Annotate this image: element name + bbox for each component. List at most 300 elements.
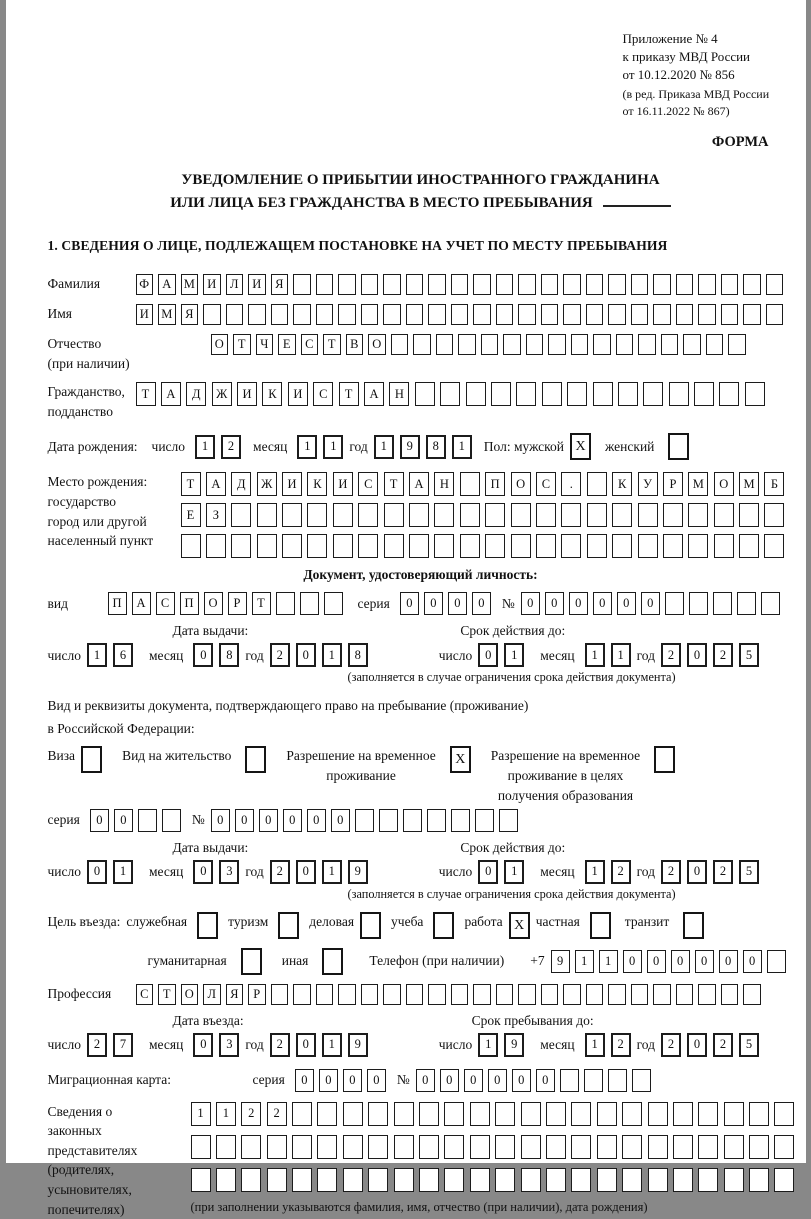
cell[interactable] [593, 334, 611, 355]
cell[interactable] [597, 1135, 617, 1159]
cell[interactable]: 2 [713, 643, 733, 667]
cell[interactable]: 1 [113, 860, 133, 884]
cell[interactable] [587, 472, 607, 496]
cell[interactable] [338, 984, 356, 1005]
cell[interactable] [307, 534, 327, 558]
resid-valid-month[interactable] [585, 860, 637, 884]
cell[interactable]: В [346, 334, 364, 355]
name-input[interactable] [136, 304, 789, 325]
cell[interactable] [406, 984, 424, 1005]
cell[interactable] [415, 382, 435, 406]
cell[interactable] [648, 1135, 668, 1159]
cell[interactable] [379, 809, 398, 832]
cell[interactable] [406, 274, 424, 295]
cell[interactable]: О [511, 472, 531, 496]
cell[interactable] [394, 1168, 414, 1192]
cell[interactable] [206, 534, 226, 558]
cell[interactable] [444, 1168, 464, 1192]
cell[interactable] [282, 503, 302, 527]
cell[interactable] [638, 534, 658, 558]
cell[interactable] [608, 984, 626, 1005]
resid-issue-month[interactable] [193, 860, 245, 884]
cell[interactable] [593, 382, 613, 406]
cell[interactable] [451, 809, 470, 832]
cell[interactable] [689, 592, 708, 615]
cell[interactable] [749, 1102, 769, 1126]
sex-male-checkbox[interactable]: X [570, 433, 591, 460]
cell[interactable] [631, 984, 649, 1005]
cell[interactable]: 0 [331, 809, 350, 832]
cell[interactable] [638, 503, 658, 527]
cell[interactable] [521, 1168, 541, 1192]
cell[interactable] [191, 1168, 211, 1192]
cell[interactable]: 1 [585, 643, 605, 667]
cell[interactable]: 0 [521, 592, 540, 615]
cell[interactable]: 1 [575, 950, 594, 973]
cell[interactable] [721, 304, 739, 325]
cell[interactable]: 2 [270, 860, 290, 884]
cell[interactable]: Т [181, 472, 201, 496]
cell[interactable] [688, 534, 708, 558]
cell[interactable] [560, 1069, 579, 1092]
cell[interactable]: Т [233, 334, 251, 355]
cell[interactable] [383, 304, 401, 325]
cell[interactable] [499, 809, 518, 832]
cell[interactable] [383, 274, 401, 295]
cell[interactable] [470, 1102, 490, 1126]
purpose-other-checkbox[interactable] [322, 948, 343, 975]
cell[interactable]: 1 [478, 1033, 498, 1057]
cell[interactable]: Р [663, 472, 683, 496]
cell[interactable]: Т [252, 592, 271, 615]
cell[interactable]: 1 [216, 1102, 236, 1126]
birthplace-line-3[interactable] [181, 534, 790, 558]
cell[interactable] [584, 1069, 603, 1092]
purpose-business-checkbox[interactable] [360, 912, 381, 939]
resid-valid-day[interactable] [478, 860, 530, 884]
surname-input[interactable] [136, 274, 789, 295]
cell[interactable]: Я [226, 984, 244, 1005]
cell[interactable] [368, 1102, 388, 1126]
cell[interactable]: 2 [611, 1033, 631, 1057]
cell[interactable]: М [158, 304, 176, 325]
cell[interactable] [276, 592, 295, 615]
cell[interactable]: Л [203, 984, 221, 1005]
cell[interactable]: 1 [322, 860, 342, 884]
cell[interactable] [470, 1135, 490, 1159]
cell[interactable] [444, 1135, 464, 1159]
cell[interactable]: З [206, 503, 226, 527]
cell[interactable] [653, 984, 671, 1005]
cell[interactable] [774, 1168, 794, 1192]
cell[interactable]: Р [228, 592, 247, 615]
cell[interactable] [622, 1168, 642, 1192]
birthplace-line-1[interactable] [181, 472, 790, 496]
cell[interactable] [721, 274, 739, 295]
cell[interactable] [688, 503, 708, 527]
cell[interactable] [612, 503, 632, 527]
cell[interactable] [316, 984, 334, 1005]
cell[interactable] [761, 592, 780, 615]
cell[interactable] [358, 534, 378, 558]
cell[interactable] [571, 1102, 591, 1126]
cell[interactable] [403, 809, 422, 832]
cell[interactable]: 2 [661, 860, 681, 884]
birthplace-line-2[interactable] [181, 503, 790, 527]
purpose-humanitarian-checkbox[interactable] [241, 948, 262, 975]
cell[interactable]: 0 [90, 809, 109, 832]
resid-issue-year[interactable] [270, 860, 374, 884]
cell[interactable]: 0 [472, 592, 491, 615]
cell[interactable]: 7 [113, 1033, 133, 1057]
cell[interactable] [749, 1135, 769, 1159]
sex-female-checkbox[interactable] [668, 433, 689, 460]
cell[interactable] [466, 382, 486, 406]
cell[interactable] [241, 1168, 261, 1192]
cell[interactable] [571, 1168, 591, 1192]
cell[interactable] [632, 1069, 651, 1092]
passport-valid-month[interactable] [585, 643, 637, 667]
cell[interactable] [257, 534, 277, 558]
cell[interactable]: 0 [400, 592, 419, 615]
cell[interactable]: 0 [623, 950, 642, 973]
cell[interactable]: 9 [400, 435, 420, 459]
cell[interactable] [419, 1102, 439, 1126]
cell[interactable] [316, 274, 334, 295]
cell[interactable] [561, 503, 581, 527]
cell[interactable] [706, 334, 724, 355]
cell[interactable]: О [181, 984, 199, 1005]
cell[interactable]: А [409, 472, 429, 496]
cell[interactable]: 1 [323, 435, 343, 459]
cell[interactable] [162, 809, 181, 832]
cell[interactable] [518, 274, 536, 295]
cell[interactable] [473, 274, 491, 295]
cell[interactable]: 0 [464, 1069, 483, 1092]
cell[interactable]: Е [278, 334, 296, 355]
cell[interactable] [648, 1168, 668, 1192]
cell[interactable] [676, 304, 694, 325]
cell[interactable]: 8 [348, 643, 368, 667]
cell[interactable]: 9 [504, 1033, 524, 1057]
passport-seriya-input[interactable] [400, 592, 496, 615]
cell[interactable] [300, 592, 319, 615]
cell[interactable] [138, 809, 157, 832]
cell[interactable]: 2 [713, 1033, 733, 1057]
cell[interactable]: 0 [687, 1033, 707, 1057]
cell[interactable] [521, 1102, 541, 1126]
cell[interactable] [495, 1168, 515, 1192]
cell[interactable]: И [282, 472, 302, 496]
cell[interactable]: Т [384, 472, 404, 496]
cell[interactable]: 0 [695, 950, 714, 973]
cell[interactable] [271, 304, 289, 325]
cell[interactable] [503, 334, 521, 355]
cell[interactable] [608, 274, 626, 295]
cell[interactable] [434, 534, 454, 558]
cell[interactable] [724, 1102, 744, 1126]
cell[interactable] [526, 334, 544, 355]
cell[interactable] [743, 304, 761, 325]
cell[interactable] [368, 1135, 388, 1159]
cell[interactable] [267, 1135, 287, 1159]
cell[interactable] [719, 382, 739, 406]
cell[interactable]: 0 [719, 950, 738, 973]
cell[interactable] [673, 1102, 693, 1126]
cell[interactable] [586, 274, 604, 295]
visa-checkbox[interactable] [81, 746, 102, 773]
cell[interactable] [428, 304, 446, 325]
purpose-private-checkbox[interactable] [590, 912, 611, 939]
cell[interactable] [307, 503, 327, 527]
cell[interactable]: 8 [426, 435, 446, 459]
cell[interactable]: 1 [322, 1033, 342, 1057]
cell[interactable] [663, 534, 683, 558]
cell[interactable]: Л [226, 274, 244, 295]
cell[interactable]: Т [339, 382, 359, 406]
cell[interactable] [714, 534, 734, 558]
cell[interactable] [511, 534, 531, 558]
cell[interactable] [419, 1168, 439, 1192]
cell[interactable] [460, 472, 480, 496]
cell[interactable] [648, 1102, 668, 1126]
cell[interactable]: И [288, 382, 308, 406]
cell[interactable] [496, 274, 514, 295]
cell[interactable]: 0 [569, 592, 588, 615]
cell[interactable] [612, 534, 632, 558]
cell[interactable]: Ж [212, 382, 232, 406]
cell[interactable] [436, 334, 454, 355]
cell[interactable]: 2 [267, 1102, 287, 1126]
cell[interactable] [653, 304, 671, 325]
cell[interactable] [683, 334, 701, 355]
cell[interactable] [458, 334, 476, 355]
cell[interactable]: 1 [599, 950, 618, 973]
cell[interactable] [546, 1135, 566, 1159]
cell[interactable]: 0 [448, 592, 467, 615]
cell[interactable]: Ф [136, 274, 154, 295]
citizenship-input[interactable] [136, 382, 771, 406]
cell[interactable] [739, 503, 759, 527]
cell[interactable]: 1 [191, 1102, 211, 1126]
cell[interactable]: Д [231, 472, 251, 496]
cell[interactable] [698, 1168, 718, 1192]
cell[interactable]: А [206, 472, 226, 496]
cell[interactable]: 5 [739, 860, 759, 884]
cell[interactable] [231, 503, 251, 527]
patronymic-input[interactable] [211, 334, 751, 355]
cell[interactable] [669, 382, 689, 406]
cell[interactable] [698, 984, 716, 1005]
cell[interactable]: 0 [307, 809, 326, 832]
cell[interactable]: 0 [296, 643, 316, 667]
cell[interactable] [460, 503, 480, 527]
passport-number-input[interactable] [521, 592, 785, 615]
cell[interactable]: Е [181, 503, 201, 527]
cell[interactable]: П [180, 592, 199, 615]
cell[interactable] [293, 304, 311, 325]
cell[interactable]: Я [181, 304, 199, 325]
cell[interactable] [292, 1102, 312, 1126]
cell[interactable] [495, 1102, 515, 1126]
cell[interactable]: 0 [617, 592, 636, 615]
cell[interactable]: 0 [235, 809, 254, 832]
cell[interactable] [361, 984, 379, 1005]
cell[interactable] [563, 984, 581, 1005]
cell[interactable] [743, 274, 761, 295]
cell[interactable]: 6 [113, 643, 133, 667]
cell[interactable]: 2 [270, 1033, 290, 1057]
cell[interactable]: 0 [478, 860, 498, 884]
cell[interactable] [764, 503, 784, 527]
cell[interactable] [384, 503, 404, 527]
cell[interactable]: Р [248, 984, 266, 1005]
cell[interactable] [587, 503, 607, 527]
cell[interactable]: М [181, 274, 199, 295]
cell[interactable] [444, 1102, 464, 1126]
cell[interactable] [481, 334, 499, 355]
cell[interactable]: 5 [739, 643, 759, 667]
resid-issue-day[interactable] [87, 860, 139, 884]
cell[interactable]: С [136, 984, 154, 1005]
cell[interactable]: 2 [713, 860, 733, 884]
cell[interactable]: 0 [193, 1033, 213, 1057]
birth-year-input[interactable] [374, 435, 478, 459]
cell[interactable]: М [688, 472, 708, 496]
cell[interactable] [724, 1135, 744, 1159]
cell[interactable]: С [536, 472, 556, 496]
cell[interactable] [391, 334, 409, 355]
cell[interactable]: И [237, 382, 257, 406]
cell[interactable] [343, 1168, 363, 1192]
cell[interactable] [728, 334, 746, 355]
cell[interactable] [394, 1135, 414, 1159]
cell[interactable]: С [313, 382, 333, 406]
cell[interactable]: 9 [348, 860, 368, 884]
phone-input[interactable] [551, 950, 791, 973]
cell[interactable]: 0 [114, 809, 133, 832]
cell[interactable]: 0 [536, 1069, 555, 1092]
cell[interactable] [257, 503, 277, 527]
cell[interactable]: 0 [687, 643, 707, 667]
cell[interactable] [292, 1168, 312, 1192]
cell[interactable]: 2 [661, 1033, 681, 1057]
cell[interactable] [518, 984, 536, 1005]
cell[interactable]: 3 [219, 1033, 239, 1057]
representatives-line-3[interactable] [191, 1168, 800, 1192]
cell[interactable] [586, 984, 604, 1005]
passport-issue-year[interactable] [270, 643, 374, 667]
cell[interactable]: 0 [440, 1069, 459, 1092]
purpose-tourism-checkbox[interactable] [278, 912, 299, 939]
cell[interactable] [597, 1168, 617, 1192]
cell[interactable] [571, 1135, 591, 1159]
cell[interactable]: 0 [743, 950, 762, 973]
cell[interactable] [618, 382, 638, 406]
cell[interactable]: 0 [259, 809, 278, 832]
representatives-line-1[interactable] [191, 1102, 800, 1126]
cell[interactable]: 0 [512, 1069, 531, 1092]
cell[interactable] [181, 534, 201, 558]
entry-month[interactable] [193, 1033, 245, 1057]
cell[interactable]: Н [389, 382, 409, 406]
cell[interactable]: 1 [585, 860, 605, 884]
cell[interactable] [384, 534, 404, 558]
cell[interactable]: И [333, 472, 353, 496]
cell[interactable] [316, 304, 334, 325]
representatives-line-2[interactable] [191, 1135, 800, 1159]
cell[interactable] [216, 1168, 236, 1192]
cell[interactable] [333, 503, 353, 527]
cell[interactable]: 0 [211, 809, 230, 832]
cell[interactable] [638, 334, 656, 355]
cell[interactable]: 0 [593, 592, 612, 615]
cell[interactable] [516, 382, 536, 406]
cell[interactable]: Я [271, 274, 289, 295]
cell[interactable] [475, 809, 494, 832]
migration-number-input[interactable] [416, 1069, 656, 1092]
cell[interactable] [631, 274, 649, 295]
purpose-official-checkbox[interactable] [197, 912, 218, 939]
cell[interactable]: 9 [551, 950, 570, 973]
cell[interactable] [767, 950, 786, 973]
cell[interactable]: 2 [270, 643, 290, 667]
cell[interactable]: П [108, 592, 127, 615]
cell[interactable] [368, 1168, 388, 1192]
cell[interactable] [358, 503, 378, 527]
cell[interactable] [317, 1102, 337, 1126]
title-blank-line[interactable] [603, 193, 671, 207]
cell[interactable] [739, 534, 759, 558]
cell[interactable] [737, 592, 756, 615]
cell[interactable]: Т [158, 984, 176, 1005]
cell[interactable] [673, 1135, 693, 1159]
cell[interactable] [191, 1135, 211, 1159]
cell[interactable] [764, 534, 784, 558]
cell[interactable]: Н [434, 472, 454, 496]
cell[interactable] [698, 1102, 718, 1126]
cell[interactable] [338, 274, 356, 295]
cell[interactable]: О [204, 592, 223, 615]
cell[interactable] [361, 304, 379, 325]
cell[interactable]: С [358, 472, 378, 496]
resid-seriya-input[interactable] [90, 809, 186, 832]
cell[interactable]: 1 [322, 643, 342, 667]
cell[interactable]: 0 [87, 860, 107, 884]
cell[interactable]: 1 [195, 435, 215, 459]
cell[interactable] [665, 592, 684, 615]
cell[interactable] [743, 984, 761, 1005]
cell[interactable] [608, 1069, 627, 1092]
cell[interactable]: 5 [739, 1033, 759, 1057]
cell[interactable] [561, 534, 581, 558]
cell[interactable]: 0 [296, 1033, 316, 1057]
cell[interactable] [548, 334, 566, 355]
cell[interactable] [745, 382, 765, 406]
cell[interactable] [536, 503, 556, 527]
cell[interactable]: 0 [193, 860, 213, 884]
cell[interactable]: 1 [87, 643, 107, 667]
cell[interactable] [248, 304, 266, 325]
cell[interactable] [661, 334, 679, 355]
cell[interactable] [343, 1135, 363, 1159]
stay-year[interactable] [661, 1033, 765, 1057]
cell[interactable]: 0 [416, 1069, 435, 1092]
cell[interactable]: 2 [221, 435, 241, 459]
cell[interactable]: 0 [545, 592, 564, 615]
cell[interactable]: 2 [611, 860, 631, 884]
cell[interactable]: 0 [424, 592, 443, 615]
